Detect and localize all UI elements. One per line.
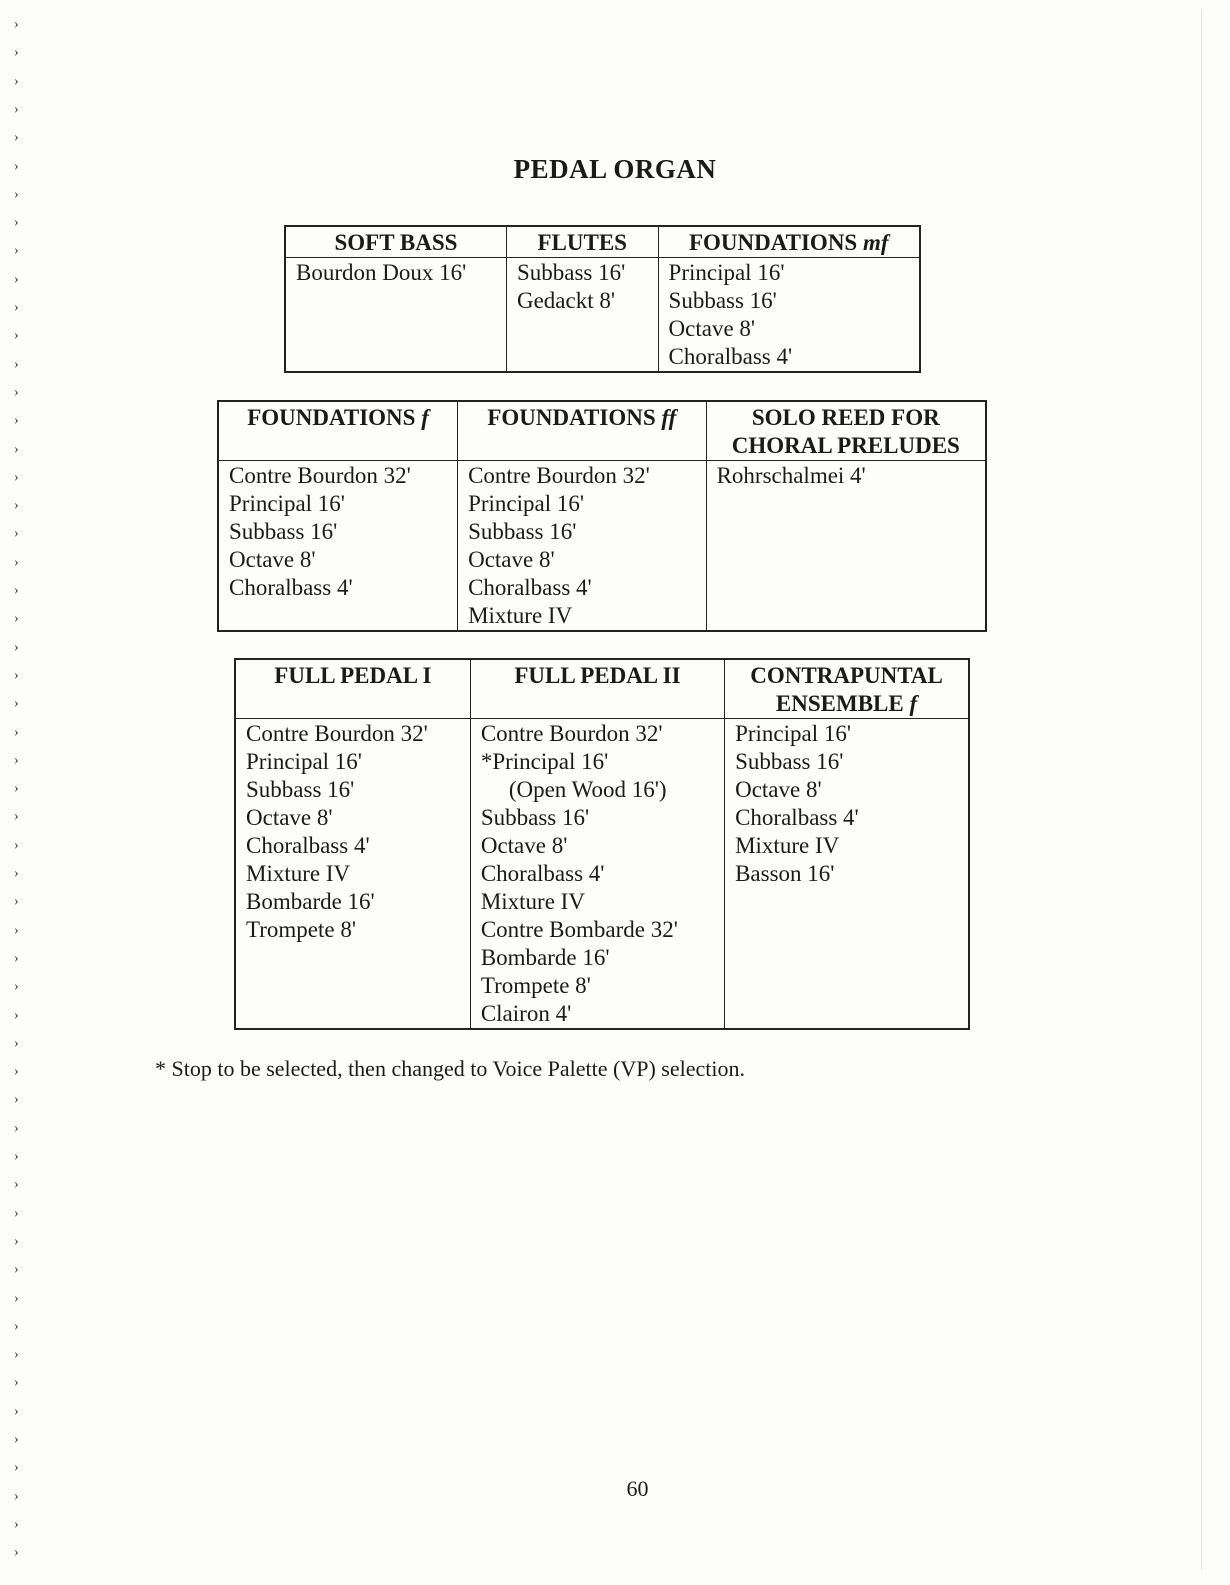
stop-item: Octave 8' (229, 547, 316, 572)
stop-list (506, 258, 658, 373)
binding-mark: › (14, 101, 19, 117)
stop-item: Subbass 16' (735, 749, 844, 774)
stop-item: Bourdon Doux 16' (296, 260, 467, 285)
stop-item: Contre Bourdon 32' (229, 463, 411, 488)
stop-list (470, 719, 724, 1030)
stop-item: Principal 16' (468, 491, 585, 516)
stop-list (706, 461, 986, 632)
binding-mark: › (14, 1035, 19, 1051)
binding-mark: › (14, 215, 19, 231)
binding-mark: › (14, 17, 19, 32)
binding-mark: › (14, 441, 19, 457)
binding-mark: › (14, 554, 19, 570)
stop-list (218, 461, 458, 632)
page-title: PEDAL ORGAN (513, 154, 717, 184)
stop-list (458, 461, 706, 632)
binding-mark: › (14, 1403, 19, 1419)
binding-mark: › (14, 130, 19, 146)
footnote: * Stop to be selected, then changed to Voice Palette (VP) selection. (155, 1056, 745, 1081)
binding-mark: › (14, 950, 19, 966)
binding-mark: › (14, 356, 19, 372)
stop-item: Subbass 16' (468, 519, 577, 544)
header-soft-bass: SOFT BASS (285, 226, 506, 258)
binding-mark: › (14, 583, 19, 598)
binding-mark: › (14, 498, 19, 514)
stop-item: Trompete 8' (480, 973, 591, 998)
stop-item: Choralbass 4' (735, 805, 859, 830)
binding-mark: › (14, 667, 19, 683)
binding-mark: › (14, 186, 19, 202)
binding-mark: › (14, 1177, 19, 1193)
stop-item: Contre Bourdon 32' (246, 721, 428, 746)
binding-mark: › (14, 1347, 19, 1363)
binding-mark: › (14, 1545, 19, 1561)
stop-item: Octave 8' (668, 316, 756, 341)
binding-mark: › (14, 922, 19, 938)
stop-item: Gedackt 8' (516, 288, 615, 313)
stop-item: Bombarde 16' (480, 945, 610, 970)
binding-mark: › (14, 1064, 19, 1080)
binding-mark: › (14, 73, 19, 89)
binding-mark: › (14, 1233, 19, 1249)
binding-mark: › (14, 979, 19, 995)
stop-item: Subbass 16' (229, 519, 338, 544)
header-full-pedal-1: FULL PEDAL I (235, 659, 470, 719)
header-full-pedal-2: FULL PEDAL II (470, 659, 724, 719)
binding-mark: › (14, 809, 19, 825)
binding-mark: › (14, 243, 19, 259)
stop-item: Mixture IV (735, 833, 840, 858)
stop-item: Principal 16' (668, 260, 785, 285)
binding-mark: › (14, 1092, 19, 1108)
binding-mark: › (14, 469, 19, 485)
stop-item: Choralbass 4' (246, 833, 370, 858)
binding-mark: › (14, 1516, 19, 1532)
header-contrapuntal-ensemble: CONTRAPUNTAL ENSEMBLE f (725, 659, 969, 719)
binding-mark: › (14, 413, 19, 429)
binding-mark: › (14, 1149, 19, 1164)
header-flutes: FLUTES (506, 226, 658, 258)
page-number: 60 (626, 1476, 649, 1501)
stop-item: Subbass 16' (480, 805, 590, 830)
binding-mark: › (14, 1007, 19, 1023)
binding-mark: › (14, 752, 19, 768)
header-foundations-f: FOUNDATIONS f (218, 401, 458, 461)
stop-list (235, 719, 470, 1030)
stop-list (725, 719, 969, 1030)
binding-mark: › (14, 781, 19, 797)
binding-mark: › (14, 1120, 19, 1136)
stop-item: Subbass 16' (246, 777, 355, 802)
stop-item: Clairon 4' (480, 1001, 572, 1026)
stop-item: Rohrschalmei 4' (716, 463, 866, 488)
binding-mark: › (14, 611, 19, 627)
stops-table-1 (284, 225, 921, 373)
binding-mark: › (14, 300, 19, 315)
binding-holes (14, 17, 28, 1580)
binding-mark: › (14, 696, 19, 712)
stops-table-2 (217, 400, 987, 632)
binding-mark: › (14, 384, 19, 400)
stop-item: Mixture IV (246, 861, 351, 886)
binding-mark: › (14, 837, 19, 853)
stop-item: Bombarde 16' (246, 889, 375, 914)
stop-item: Octave 8' (735, 777, 822, 802)
binding-mark: › (14, 639, 19, 655)
stop-item: (Open Wood 16') (508, 777, 667, 802)
binding-mark: › (14, 158, 19, 174)
binding-mark: › (14, 866, 19, 881)
stop-item: Contre Bourdon 32' (480, 721, 663, 746)
stop-item: Subbass 16' (516, 260, 626, 285)
binding-mark: › (14, 1432, 19, 1447)
binding-mark: › (14, 1205, 19, 1221)
binding-mark: › (14, 894, 19, 910)
stop-list (658, 258, 920, 373)
stop-item: Octave 8' (480, 833, 568, 858)
binding-mark: › (14, 271, 19, 287)
binding-mark: › (14, 1460, 19, 1476)
binding-mark: › (14, 1488, 19, 1504)
stop-item: Choralbass 4' (468, 575, 592, 600)
stop-item: Basson 16' (735, 861, 835, 886)
page-edge-line (1201, 10, 1202, 1570)
stop-item: *Principal 16' (480, 749, 609, 774)
binding-mark: › (14, 1375, 19, 1391)
header-solo-reed: SOLO REED FOR CHORAL PRELUDES (706, 401, 986, 461)
binding-mark: › (14, 526, 19, 542)
stop-item: Mixture IV (480, 889, 585, 914)
stop-item: Choralbass 4' (229, 575, 353, 600)
binding-mark: › (14, 1318, 19, 1334)
stop-item: Octave 8' (468, 547, 555, 572)
stops-table-3 (234, 658, 970, 1030)
binding-mark: › (14, 45, 19, 61)
stop-item: Contre Bombarde 32' (480, 917, 678, 942)
binding-mark: › (14, 328, 19, 344)
binding-mark: › (14, 1290, 19, 1306)
header-foundations-ff: FOUNDATIONS ff (458, 401, 706, 461)
stop-item: Principal 16' (229, 491, 345, 516)
stop-item: Contre Bourdon 32' (468, 463, 650, 488)
stop-item: Octave 8' (246, 805, 333, 830)
stop-item: Choralbass 4' (480, 861, 605, 886)
stop-item: Trompete 8' (246, 917, 356, 942)
stop-item: Principal 16' (735, 721, 852, 746)
binding-mark: › (14, 1262, 19, 1278)
stop-item: Principal 16' (246, 749, 362, 774)
stop-item: Choralbass 4' (668, 344, 793, 369)
stop-item: Mixture IV (468, 603, 573, 628)
stop-list (285, 258, 506, 373)
header-foundations-mf: FOUNDATIONS mf (658, 226, 920, 258)
stop-item: Subbass 16' (668, 288, 777, 313)
binding-mark: › (14, 724, 19, 740)
